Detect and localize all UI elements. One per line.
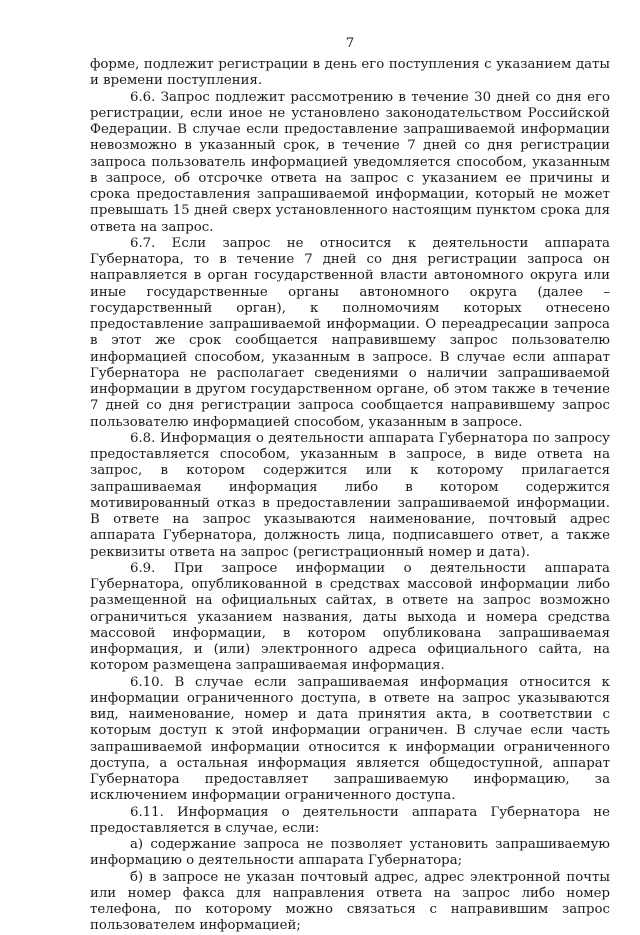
document-page bbox=[90, 36, 610, 935]
paragraph-6-11-a: а) содержание запроса не позволяет установить запрашиваемую информацию о деятельности аппарата Губернатора; bbox=[90, 837, 610, 869]
page-number: 7 bbox=[345, 36, 355, 51]
paragraph-6-11-b: б) в запросе не указан почтовый адрес, адрес электронной почты или номер факса для направления ответа на запрос либо номер телефона, по которому можно связаться с направившим запрос пользователем информацией; bbox=[90, 869, 610, 934]
paragraph-6-8: 6.8. Информация о деятельности аппарата Губернатора по запросу предоставляется способом, указанным в запросе, в виде ответа на запрос, в котором содержится или к которому прилагается запрашиваемая информация либо в котором содержится мотивированный отказ в предоставлении запрашиваемой информации. В ответе на запрос указываются наименование, почтовый адрес аппарата Губернатора, должность лица, подписавшего ответ, а также реквизиты ответа на запрос (регистрационный номер и дата). bbox=[90, 430, 610, 560]
paragraph-continuation: форме, подлежит регистрации в день его поступления с указанием даты и времени поступления. bbox=[90, 57, 610, 89]
paragraph-6-10: 6.10. В случае если запрашиваемая информация относится к информации ограниченного доступа, в ответе на запрос указываются вид, наименование, номер и дата принятия акта, в соответствии с которым доступ к этой информации ограничен. В случае если часть запрашиваемой информации относится к информации ограниченного доступа, а остальная информация является общедоступной, аппарат Губернатора предоставляет запрашиваемую информацию, за исключением информации ограниченного доступа. bbox=[90, 674, 610, 804]
paragraph-6-7: 6.7. Если запрос не относится к деятельности аппарата Губернатора, то в течение 7 дней со дня регистрации запроса он направляется в орган государственной власти автономного округа или иные государственные органы автономного округа (далее – государственный орган), к полномочиям которых отнесено предоставление запрашиваемой информации. О переадресации запроса в этот же срок сообщается направившему запрос пользователю информацией способом, указанным в запросе. В случае если аппарат Губернатора не располагает сведениями о наличии запрашиваемой информации в другом государственном органе, об этом также в течение 7 дней со дня регистрации запроса сообщается направившему запрос пользователю информацией способом, указанным в запросе. bbox=[90, 235, 610, 430]
paragraph-6-9: 6.9. При запросе информации о деятельности аппарата Губернатора, опубликованной в средствах массовой информации либо размещенной на официальных сайтах, в ответе на запрос возможно ограничиться указанием названия, даты выхода и номера средства массовой информации, в котором опубликована запрашиваемая информация, и (или) электронного адреса официального сайта, на котором размещена запрашиваемая информация. bbox=[90, 560, 610, 674]
paragraph-6-11: 6.11. Информация о деятельности аппарата Губернатора не предоставляется в случае, если: bbox=[90, 804, 610, 836]
paragraph-6-6: 6.6. Запрос подлежит рассмотрению в течение 30 дней со дня его регистрации, если иное не установлено законодательством Российской Федерации. В случае если предоставление запрашиваемой информации невозможно в указанный срок, в течение 7 дней со дня регистрации запроса пользователь информацией уведомляется способом, указанным в запросе, об отсрочке ответа на запрос с указанием ее причины и срока предоставления запрашиваемой информации, который не может превышать 15 дней сверх установленного настоящим пунктом срока для ответа на запрос. bbox=[90, 89, 610, 235]
